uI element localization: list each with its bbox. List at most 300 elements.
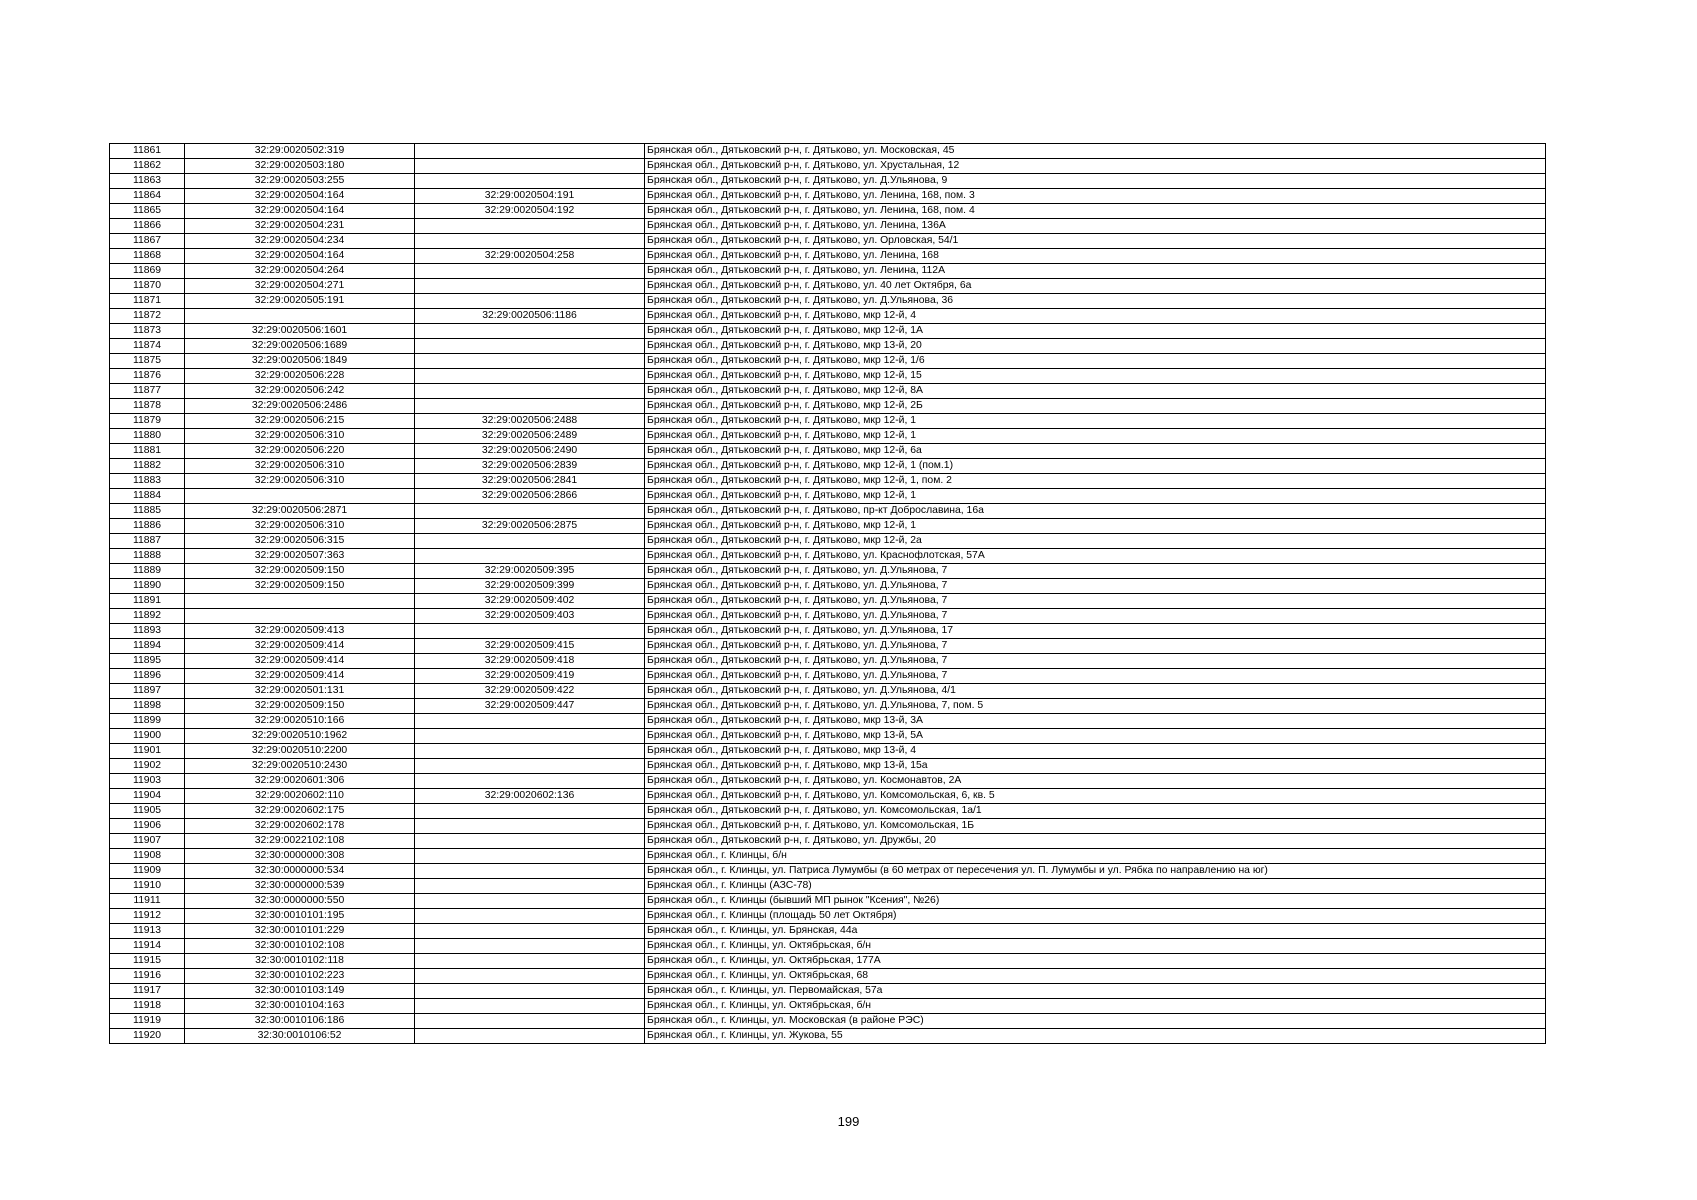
- address-cell: Брянская обл., Дятьковский р-н, г. Дятьково, ул. Космонавтов, 2А: [645, 774, 1546, 789]
- cadastral-number-cell: 32:29:0020602:178: [185, 819, 415, 834]
- sub-cadastral-number-cell: [415, 849, 645, 864]
- address-cell: Брянская обл., Дятьковский р-н, г. Дятьково, ул. Комсомольская, 1а/1: [645, 804, 1546, 819]
- table-row: [110, 309, 1546, 324]
- sub-cadastral-number-cell: [415, 174, 645, 189]
- cadastral-number-cell: 32:29:0020503:255: [185, 174, 415, 189]
- table-row: [110, 1029, 1546, 1044]
- sub-cadastral-number-cell: 32:29:0020509:447: [415, 699, 645, 714]
- cadastral-number-cell: 32:29:0020506:315: [185, 534, 415, 549]
- cadastral-number-cell: 32:29:0020509:414: [185, 669, 415, 684]
- row-number-cell: 11902: [110, 759, 185, 774]
- sub-cadastral-number-cell: 32:29:0020509:418: [415, 654, 645, 669]
- row-number-cell: 11915: [110, 954, 185, 969]
- address-cell: Брянская обл., Дятьковский р-н, г. Дятьково, мкр 12-й, 2а: [645, 534, 1546, 549]
- sub-cadastral-number-cell: 32:29:0020509:402: [415, 594, 645, 609]
- row-number-cell: 11887: [110, 534, 185, 549]
- cadastral-number-cell: 32:29:0020506:2486: [185, 399, 415, 414]
- cadastral-number-cell: 32:29:0020506:310: [185, 429, 415, 444]
- sub-cadastral-number-cell: 32:29:0020509:422: [415, 684, 645, 699]
- sub-cadastral-number-cell: [415, 264, 645, 279]
- address-cell: Брянская обл., Дятьковский р-н, г. Дятьково, ул. Ленина, 168, пом. 4: [645, 204, 1546, 219]
- row-number-cell: 11880: [110, 429, 185, 444]
- address-cell: Брянская обл., Дятьковский р-н, г. Дятьково, ул. Ленина, 168, пом. 3: [645, 189, 1546, 204]
- sub-cadastral-number-cell: 32:29:0020504:191: [415, 189, 645, 204]
- sub-cadastral-number-cell: [415, 369, 645, 384]
- row-number-cell: 11866: [110, 219, 185, 234]
- row-number-cell: 11908: [110, 849, 185, 864]
- sub-cadastral-number-cell: 32:29:0020509:395: [415, 564, 645, 579]
- address-cell: Брянская обл., Дятьковский р-н, г. Дятьково, мкр 12-й, 4: [645, 309, 1546, 324]
- address-cell: Брянская обл., Дятьковский р-н, г. Дятьково, ул. Дружбы, 20: [645, 834, 1546, 849]
- sub-cadastral-number-cell: 32:29:0020509:403: [415, 609, 645, 624]
- address-cell: Брянская обл., г. Клинцы, ул. Первомайская, 57а: [645, 984, 1546, 999]
- cadastral-number-cell: 32:29:0020510:1962: [185, 729, 415, 744]
- sub-cadastral-number-cell: [415, 939, 645, 954]
- sub-cadastral-number-cell: [415, 774, 645, 789]
- table-row: [110, 144, 1546, 159]
- row-number-cell: 11883: [110, 474, 185, 489]
- cadastral-number-cell: 32:30:0010106:186: [185, 1014, 415, 1029]
- address-cell: Брянская обл., Дятьковский р-н, г. Дятьково, мкр 13-й, 5А: [645, 729, 1546, 744]
- address-cell: Брянская обл., Дятьковский р-н, г. Дятьково, пр-кт Доброславина, 16а: [645, 504, 1546, 519]
- cadastral-number-cell: 32:30:0010104:163: [185, 999, 415, 1014]
- sub-cadastral-number-cell: [415, 729, 645, 744]
- table-row: [110, 549, 1546, 564]
- sub-cadastral-number-cell: [415, 894, 645, 909]
- table-row: [110, 864, 1546, 879]
- sub-cadastral-number-cell: [415, 279, 645, 294]
- sub-cadastral-number-cell: [415, 144, 645, 159]
- table-row: [110, 654, 1546, 669]
- address-cell: Брянская обл., Дятьковский р-н, г. Дятьково, мкр 12-й, 1А: [645, 324, 1546, 339]
- table-row: [110, 294, 1546, 309]
- row-number-cell: 11867: [110, 234, 185, 249]
- address-cell: Брянская обл., Дятьковский р-н, г. Дятьково, ул. Д.Ульянова, 7: [645, 579, 1546, 594]
- row-number-cell: 11897: [110, 684, 185, 699]
- table-row: [110, 699, 1546, 714]
- address-cell: Брянская обл., Дятьковский р-н, г. Дятьково, ул. Д.Ульянова, 17: [645, 624, 1546, 639]
- sub-cadastral-number-cell: [415, 804, 645, 819]
- sub-cadastral-number-cell: [415, 219, 645, 234]
- table-row: [110, 819, 1546, 834]
- cadastral-number-cell: 32:29:0022102:108: [185, 834, 415, 849]
- table-row: [110, 804, 1546, 819]
- row-number-cell: 11874: [110, 339, 185, 354]
- cadastral-number-cell: 32:29:0020501:131: [185, 684, 415, 699]
- row-number-cell: 11873: [110, 324, 185, 339]
- cadastral-number-cell: 32:30:0000000:539: [185, 879, 415, 894]
- sub-cadastral-number-cell: 32:29:0020602:136: [415, 789, 645, 804]
- table-row: [110, 789, 1546, 804]
- table-row: [110, 204, 1546, 219]
- sub-cadastral-number-cell: [415, 324, 645, 339]
- cadastral-number-cell: 32:29:0020510:2430: [185, 759, 415, 774]
- table-row: [110, 519, 1546, 534]
- address-cell: Брянская обл., Дятьковский р-н, г. Дятьково, ул. Краснофлотская, 57А: [645, 549, 1546, 564]
- table-row: [110, 774, 1546, 789]
- address-cell: Брянская обл., Дятьковский р-н, г. Дятьково, ул. 40 лет Октября, 6а: [645, 279, 1546, 294]
- address-cell: Брянская обл., г. Клинцы, ул. Октябрьская, б/н: [645, 999, 1546, 1014]
- cadastral-number-cell: 32:30:0010106:52: [185, 1029, 415, 1044]
- cadastral-number-cell: 32:29:0020504:164: [185, 204, 415, 219]
- table-row: [110, 249, 1546, 264]
- row-number-cell: 11909: [110, 864, 185, 879]
- cadastral-number-cell: 32:29:0020509:414: [185, 639, 415, 654]
- table-row: [110, 834, 1546, 849]
- table-row: [110, 1014, 1546, 1029]
- row-number-cell: 11920: [110, 1029, 185, 1044]
- table-row: [110, 669, 1546, 684]
- sub-cadastral-number-cell: 32:29:0020506:2841: [415, 474, 645, 489]
- address-cell: Брянская обл., г. Клинцы, ул. Брянская, 44а: [645, 924, 1546, 939]
- cadastral-number-cell: 32:30:0010103:149: [185, 984, 415, 999]
- cadastral-number-cell: 32:29:0020506:310: [185, 474, 415, 489]
- table-row: [110, 534, 1546, 549]
- address-cell: Брянская обл., Дятьковский р-н, г. Дятьково, мкр 12-й, 2Б: [645, 399, 1546, 414]
- cadastral-number-cell: 32:29:0020506:220: [185, 444, 415, 459]
- cadastral-number-cell: 32:29:0020510:2200: [185, 744, 415, 759]
- row-number-cell: 11868: [110, 249, 185, 264]
- table-row: [110, 489, 1546, 504]
- table-row: [110, 324, 1546, 339]
- row-number-cell: 11905: [110, 804, 185, 819]
- sub-cadastral-number-cell: [415, 234, 645, 249]
- sub-cadastral-number-cell: [415, 819, 645, 834]
- address-cell: Брянская обл., г. Клинцы, ул. Патриса Лумумбы (в 60 метрах от пересечения ул. П. Лумумбы и ул. Рябка по направлению на юг): [645, 864, 1546, 879]
- sub-cadastral-number-cell: [415, 954, 645, 969]
- cadastral-number-cell: 32:29:0020509:150: [185, 699, 415, 714]
- cadastral-number-cell: 32:29:0020507:363: [185, 549, 415, 564]
- cadastral-number-cell: 32:29:0020509:413: [185, 624, 415, 639]
- cadastral-number-cell: 32:29:0020502:319: [185, 144, 415, 159]
- table-row: [110, 174, 1546, 189]
- cadastral-number-cell: 32:29:0020509:150: [185, 564, 415, 579]
- sub-cadastral-number-cell: [415, 864, 645, 879]
- sub-cadastral-number-cell: 32:29:0020506:2488: [415, 414, 645, 429]
- address-cell: Брянская обл., Дятьковский р-н, г. Дятьково, ул. Д.Ульянова, 7: [645, 639, 1546, 654]
- sub-cadastral-number-cell: 32:29:0020504:258: [415, 249, 645, 264]
- row-number-cell: 11878: [110, 399, 185, 414]
- address-cell: Брянская обл., Дятьковский р-н, г. Дятьково, мкр 12-й, 1: [645, 429, 1546, 444]
- cadastral-number-cell: 32:29:0020506:228: [185, 369, 415, 384]
- cadastral-number-cell: 32:29:0020506:215: [185, 414, 415, 429]
- cadastral-number-cell: 32:29:0020506:1689: [185, 339, 415, 354]
- row-number-cell: 11893: [110, 624, 185, 639]
- row-number-cell: 11882: [110, 459, 185, 474]
- cadastral-number-cell: 32:29:0020510:166: [185, 714, 415, 729]
- table-row: [110, 234, 1546, 249]
- sub-cadastral-number-cell: [415, 984, 645, 999]
- table-row: [110, 984, 1546, 999]
- cadastral-number-cell: 32:29:0020602:110: [185, 789, 415, 804]
- row-number-cell: 11863: [110, 174, 185, 189]
- address-cell: Брянская обл., Дятьковский р-н, г. Дятьково, мкр 13-й, 4: [645, 744, 1546, 759]
- sub-cadastral-number-cell: 32:29:0020509:399: [415, 579, 645, 594]
- address-cell: Брянская обл., Дятьковский р-н, г. Дятьково, мкр 12-й, 1, пом. 2: [645, 474, 1546, 489]
- row-number-cell: 11906: [110, 819, 185, 834]
- row-number-cell: 11898: [110, 699, 185, 714]
- table-row: [110, 684, 1546, 699]
- cadastral-number-cell: 32:29:0020506:1849: [185, 354, 415, 369]
- address-cell: Брянская обл., Дятьковский р-н, г. Дятьково, ул. Хрустальная, 12: [645, 159, 1546, 174]
- cadastral-number-cell: 32:29:0020506:310: [185, 519, 415, 534]
- row-number-cell: 11914: [110, 939, 185, 954]
- address-cell: Брянская обл., Дятьковский р-н, г. Дятьково, ул. Московская, 45: [645, 144, 1546, 159]
- row-number-cell: 11889: [110, 564, 185, 579]
- row-number-cell: 11885: [110, 504, 185, 519]
- address-cell: Брянская обл., Дятьковский р-н, г. Дятьково, мкр 13-й, 3А: [645, 714, 1546, 729]
- registry-table-body: [110, 144, 1546, 1044]
- row-number-cell: 11899: [110, 714, 185, 729]
- cadastral-number-cell: 32:29:0020504:271: [185, 279, 415, 294]
- sub-cadastral-number-cell: [415, 339, 645, 354]
- table-row: [110, 279, 1546, 294]
- address-cell: Брянская обл., Дятьковский р-н, г. Дятьково, ул. Ленина, 112А: [645, 264, 1546, 279]
- cadastral-number-cell: 32:29:0020506:242: [185, 384, 415, 399]
- sub-cadastral-number-cell: [415, 1029, 645, 1044]
- cadastral-number-cell: 32:29:0020504:164: [185, 249, 415, 264]
- table-row: [110, 429, 1546, 444]
- address-cell: Брянская обл., Дятьковский р-н, г. Дятьково, мкр 12-й, 1/6: [645, 354, 1546, 369]
- sub-cadastral-number-cell: [415, 909, 645, 924]
- address-cell: Брянская обл., Дятьковский р-н, г. Дятьково, ул. Орловская, 54/1: [645, 234, 1546, 249]
- address-cell: Брянская обл., Дятьковский р-н, г. Дятьково, ул. Д.Ульянова, 7, пом. 5: [645, 699, 1546, 714]
- address-cell: Брянская обл., Дятьковский р-н, г. Дятьково, мкр 12-й, 1: [645, 414, 1546, 429]
- row-number-cell: 11879: [110, 414, 185, 429]
- cadastral-number-cell: [185, 309, 415, 324]
- table-row: [110, 879, 1546, 894]
- row-number-cell: 11919: [110, 1014, 185, 1029]
- sub-cadastral-number-cell: [415, 549, 645, 564]
- cadastral-number-cell: 32:30:0000000:534: [185, 864, 415, 879]
- table-row: [110, 564, 1546, 579]
- table-row: [110, 639, 1546, 654]
- address-cell: Брянская обл., г. Клинцы, ул. Октябрьская, 177А: [645, 954, 1546, 969]
- sub-cadastral-number-cell: [415, 834, 645, 849]
- sub-cadastral-number-cell: [415, 624, 645, 639]
- cadastral-number-cell: 32:29:0020504:231: [185, 219, 415, 234]
- row-number-cell: 11900: [110, 729, 185, 744]
- row-number-cell: 11884: [110, 489, 185, 504]
- table-row: [110, 339, 1546, 354]
- cadastral-number-cell: 32:29:0020506:310: [185, 459, 415, 474]
- cadastral-number-cell: 32:29:0020505:191: [185, 294, 415, 309]
- cadastral-number-cell: 32:29:0020504:234: [185, 234, 415, 249]
- row-number-cell: 11917: [110, 984, 185, 999]
- table-row: [110, 939, 1546, 954]
- cadastral-number-cell: [185, 609, 415, 624]
- sub-cadastral-number-cell: [415, 1014, 645, 1029]
- row-number-cell: 11861: [110, 144, 185, 159]
- address-cell: Брянская обл., Дятьковский р-н, г. Дятьково, мкр 12-й, 8А: [645, 384, 1546, 399]
- row-number-cell: 11865: [110, 204, 185, 219]
- row-number-cell: 11871: [110, 294, 185, 309]
- row-number-cell: 11895: [110, 654, 185, 669]
- sub-cadastral-number-cell: 32:29:0020506:2866: [415, 489, 645, 504]
- cadastral-number-cell: 32:29:0020504:164: [185, 189, 415, 204]
- address-cell: Брянская обл., Дятьковский р-н, г. Дятьково, ул. Комсомольская, 1Б: [645, 819, 1546, 834]
- table-row: [110, 459, 1546, 474]
- table-row: [110, 579, 1546, 594]
- address-cell: Брянская обл., г. Клинцы (АЗС-78): [645, 879, 1546, 894]
- address-cell: Брянская обл., Дятьковский р-н, г. Дятьково, ул. Ленина, 168: [645, 249, 1546, 264]
- cadastral-number-cell: 32:30:0010101:229: [185, 924, 415, 939]
- cadastral-number-cell: 32:29:0020509:150: [185, 579, 415, 594]
- table-row: [110, 744, 1546, 759]
- row-number-cell: 11881: [110, 444, 185, 459]
- row-number-cell: 11872: [110, 309, 185, 324]
- table-row: [110, 894, 1546, 909]
- row-number-cell: 11912: [110, 909, 185, 924]
- address-cell: Брянская обл., Дятьковский р-н, г. Дятьково, мкр 12-й, 6а: [645, 444, 1546, 459]
- sub-cadastral-number-cell: [415, 759, 645, 774]
- address-cell: Брянская обл., Дятьковский р-н, г. Дятьково, ул. Д.Ульянова, 36: [645, 294, 1546, 309]
- table-row: [110, 729, 1546, 744]
- cadastral-number-cell: [185, 489, 415, 504]
- sub-cadastral-number-cell: [415, 159, 645, 174]
- sub-cadastral-number-cell: [415, 879, 645, 894]
- address-cell: Брянская обл., Дятьковский р-н, г. Дятьково, ул. Д.Ульянова, 7: [645, 609, 1546, 624]
- row-number-cell: 11904: [110, 789, 185, 804]
- row-number-cell: 11891: [110, 594, 185, 609]
- sub-cadastral-number-cell: [415, 399, 645, 414]
- row-number-cell: 11913: [110, 924, 185, 939]
- cadastral-number-cell: 32:30:0000000:550: [185, 894, 415, 909]
- table-row: [110, 474, 1546, 489]
- row-number-cell: 11877: [110, 384, 185, 399]
- table-row: [110, 399, 1546, 414]
- address-cell: Брянская обл., г. Клинцы, ул. Октябрьская, 68: [645, 969, 1546, 984]
- table-row: [110, 444, 1546, 459]
- row-number-cell: 11896: [110, 669, 185, 684]
- row-number-cell: 11894: [110, 639, 185, 654]
- address-cell: Брянская обл., Дятьковский р-н, г. Дятьково, ул. Д.Ульянова, 9: [645, 174, 1546, 189]
- row-number-cell: 11892: [110, 609, 185, 624]
- cadastral-number-cell: 32:29:0020504:264: [185, 264, 415, 279]
- sub-cadastral-number-cell: [415, 924, 645, 939]
- address-cell: Брянская обл., Дятьковский р-н, г. Дятьково, ул. Д.Ульянова, 7: [645, 669, 1546, 684]
- sub-cadastral-number-cell: [415, 999, 645, 1014]
- row-number-cell: 11876: [110, 369, 185, 384]
- address-cell: Брянская обл., Дятьковский р-н, г. Дятьково, ул. Ленина, 136А: [645, 219, 1546, 234]
- sub-cadastral-number-cell: [415, 969, 645, 984]
- address-cell: Брянская обл., г. Клинцы, ул. Жукова, 55: [645, 1029, 1546, 1044]
- address-cell: Брянская обл., Дятьковский р-н, г. Дятьково, ул. Д.Ульянова, 7: [645, 654, 1546, 669]
- sub-cadastral-number-cell: 32:29:0020506:2489: [415, 429, 645, 444]
- cadastral-number-cell: 32:29:0020509:414: [185, 654, 415, 669]
- table-row: [110, 414, 1546, 429]
- table-row: [110, 999, 1546, 1014]
- table-row: [110, 969, 1546, 984]
- table-row: [110, 624, 1546, 639]
- address-cell: Брянская обл., Дятьковский р-н, г. Дятьково, мкр 12-й, 1: [645, 519, 1546, 534]
- table-row: [110, 924, 1546, 939]
- sub-cadastral-number-cell: [415, 294, 645, 309]
- table-row: [110, 384, 1546, 399]
- address-cell: Брянская обл., Дятьковский р-н, г. Дятьково, ул. Д.Ульянова, 7: [645, 564, 1546, 579]
- cadastral-number-cell: 32:30:0000000:308: [185, 849, 415, 864]
- address-cell: Брянская обл., Дятьковский р-н, г. Дятьково, мкр 13-й, 15а: [645, 759, 1546, 774]
- cadastral-number-cell: 32:30:0010102:223: [185, 969, 415, 984]
- row-number-cell: 11864: [110, 189, 185, 204]
- address-cell: Брянская обл., г. Клинцы, б/н: [645, 849, 1546, 864]
- address-cell: Брянская обл., г. Клинцы, ул. Октябрьская, б/н: [645, 939, 1546, 954]
- cadastral-number-cell: [185, 594, 415, 609]
- sub-cadastral-number-cell: 32:29:0020504:192: [415, 204, 645, 219]
- cadastral-number-cell: 32:29:0020506:1601: [185, 324, 415, 339]
- address-cell: Брянская обл., Дятьковский р-н, г. Дятьково, мкр 12-й, 1 (пом.1): [645, 459, 1546, 474]
- address-cell: Брянская обл., Дятьковский р-н, г. Дятьково, ул. Д.Ульянова, 4/1: [645, 684, 1546, 699]
- table-row: [110, 159, 1546, 174]
- cadastral-number-cell: 32:30:0010101:195: [185, 909, 415, 924]
- table-row: [110, 714, 1546, 729]
- table-row: [110, 954, 1546, 969]
- table-row: [110, 504, 1546, 519]
- sub-cadastral-number-cell: [415, 354, 645, 369]
- sub-cadastral-number-cell: [415, 534, 645, 549]
- address-cell: Брянская обл., г. Клинцы (площадь 50 лет Октября): [645, 909, 1546, 924]
- row-number-cell: 11907: [110, 834, 185, 849]
- row-number-cell: 11886: [110, 519, 185, 534]
- table-row: [110, 594, 1546, 609]
- sub-cadastral-number-cell: 32:29:0020509:415: [415, 639, 645, 654]
- table-row: [110, 264, 1546, 279]
- table-row: [110, 849, 1546, 864]
- table-row: [110, 759, 1546, 774]
- address-cell: Брянская обл., Дятьковский р-н, г. Дятьково, ул. Комсомольская, 6, кв. 5: [645, 789, 1546, 804]
- sub-cadastral-number-cell: 32:29:0020506:2839: [415, 459, 645, 474]
- row-number-cell: 11890: [110, 579, 185, 594]
- cadastral-number-cell: 32:30:0010102:118: [185, 954, 415, 969]
- table-row: [110, 354, 1546, 369]
- row-number-cell: 11901: [110, 744, 185, 759]
- address-cell: Брянская обл., г. Клинцы, ул. Московская (в районе РЭС): [645, 1014, 1546, 1029]
- sub-cadastral-number-cell: 32:29:0020506:2490: [415, 444, 645, 459]
- row-number-cell: 11888: [110, 549, 185, 564]
- row-number-cell: 11911: [110, 894, 185, 909]
- address-cell: Брянская обл., Дятьковский р-н, г. Дятьково, мкр 13-й, 20: [645, 339, 1546, 354]
- cadastral-number-cell: 32:29:0020601:306: [185, 774, 415, 789]
- sub-cadastral-number-cell: 32:29:0020506:2875: [415, 519, 645, 534]
- table-row: [110, 609, 1546, 624]
- row-number-cell: 11918: [110, 999, 185, 1014]
- row-number-cell: 11903: [110, 774, 185, 789]
- row-number-cell: 11910: [110, 879, 185, 894]
- address-cell: Брянская обл., Дятьковский р-н, г. Дятьково, мкр 12-й, 1: [645, 489, 1546, 504]
- row-number-cell: 11875: [110, 354, 185, 369]
- cadastral-number-cell: 32:30:0010102:108: [185, 939, 415, 954]
- table-row: [110, 219, 1546, 234]
- sub-cadastral-number-cell: 32:29:0020509:419: [415, 669, 645, 684]
- cadastral-number-cell: 32:29:0020503:180: [185, 159, 415, 174]
- cadastral-number-cell: 32:29:0020506:2871: [185, 504, 415, 519]
- row-number-cell: 11870: [110, 279, 185, 294]
- table-row: [110, 909, 1546, 924]
- row-number-cell: 11916: [110, 969, 185, 984]
- sub-cadastral-number-cell: [415, 744, 645, 759]
- sub-cadastral-number-cell: [415, 384, 645, 399]
- row-number-cell: 11869: [110, 264, 185, 279]
- address-cell: Брянская обл., Дятьковский р-н, г. Дятьково, ул. Д.Ульянова, 7: [645, 594, 1546, 609]
- table-row: [110, 189, 1546, 204]
- sub-cadastral-number-cell: [415, 504, 645, 519]
- sub-cadastral-number-cell: 32:29:0020506:1186: [415, 309, 645, 324]
- sub-cadastral-number-cell: [415, 714, 645, 729]
- address-cell: Брянская обл., Дятьковский р-н, г. Дятьково, мкр 12-й, 15: [645, 369, 1546, 384]
- address-cell: Брянская обл., г. Клинцы (бывший МП рынок "Ксения", №26): [645, 894, 1546, 909]
- page-number: 199: [837, 1114, 860, 1129]
- cadastral-number-cell: 32:29:0020602:175: [185, 804, 415, 819]
